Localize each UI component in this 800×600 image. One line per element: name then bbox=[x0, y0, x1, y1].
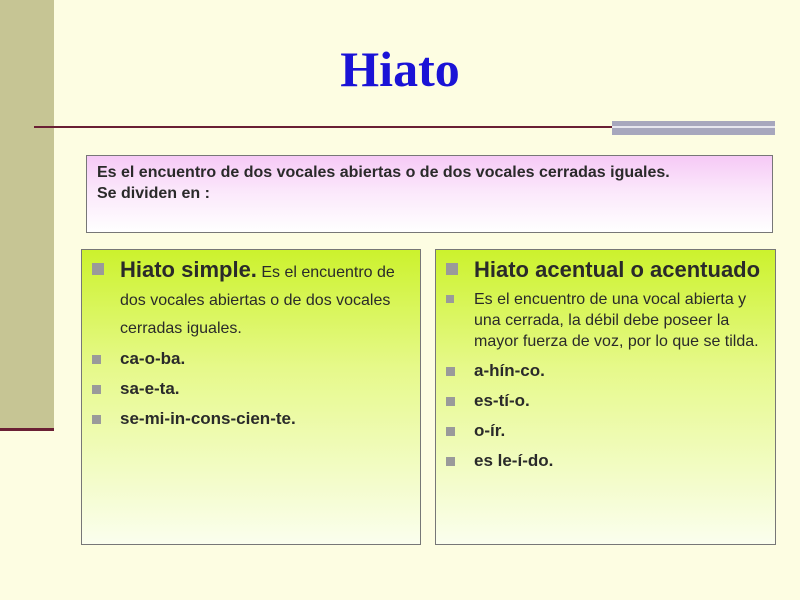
list-item bbox=[446, 450, 767, 472]
left-heading-text: Es el encuentro de dos vocales abiertas o de dos vocales cerradas iguales. bbox=[120, 264, 395, 337]
right-description: Es el encuentro de una vocal abierta y una cerrada, la débil debe poseer la mayor fuerza de voz, por lo que se tilda. bbox=[474, 291, 759, 350]
example-text: se-mi-in-cons-cien-te. bbox=[120, 409, 296, 428]
square-bullet-icon bbox=[446, 427, 455, 436]
title-divider-line bbox=[34, 126, 612, 128]
example-text: sa-e-ta. bbox=[120, 379, 180, 398]
list-item bbox=[92, 408, 412, 430]
list-item bbox=[446, 420, 767, 442]
square-bullet-icon bbox=[92, 263, 104, 275]
square-bullet-icon bbox=[446, 263, 458, 275]
list-item bbox=[92, 378, 412, 400]
definition-subtext: Se dividen en : bbox=[97, 185, 210, 202]
right-bullet-list bbox=[446, 256, 767, 472]
square-bullet-icon bbox=[446, 367, 455, 376]
right-heading: Hiato acentual o acentuado bbox=[474, 257, 761, 282]
list-item bbox=[92, 348, 412, 370]
list-item bbox=[446, 390, 767, 412]
left-bullet-list bbox=[92, 256, 412, 430]
side-decor-line bbox=[0, 428, 54, 431]
definition-text: Es el encuentro de dos vocales abiertas o de dos vocales cerradas iguales. bbox=[97, 164, 670, 181]
definition-box bbox=[86, 155, 773, 233]
example-text: a-hín-co. bbox=[474, 361, 545, 380]
example-text: ca-o-ba. bbox=[120, 349, 186, 368]
list-item bbox=[92, 256, 412, 340]
title-divider-accent bbox=[612, 121, 775, 135]
example-text: es le-í-do. bbox=[474, 451, 554, 470]
square-bullet-icon bbox=[92, 385, 101, 394]
list-item bbox=[446, 360, 767, 382]
square-bullet-icon bbox=[92, 415, 101, 424]
square-bullet-icon bbox=[446, 397, 455, 406]
left-column-box bbox=[81, 249, 421, 545]
list-item bbox=[446, 289, 767, 352]
slide-title: Hiato bbox=[340, 41, 460, 97]
square-bullet-icon bbox=[446, 295, 454, 303]
list-item bbox=[446, 256, 767, 284]
right-column-box bbox=[435, 249, 776, 545]
example-text: es-tí-o. bbox=[474, 391, 530, 410]
square-bullet-icon bbox=[92, 355, 101, 364]
square-bullet-icon bbox=[446, 457, 455, 466]
example-text: o-ír. bbox=[474, 421, 506, 440]
left-heading: Hiato simple. bbox=[120, 257, 257, 282]
